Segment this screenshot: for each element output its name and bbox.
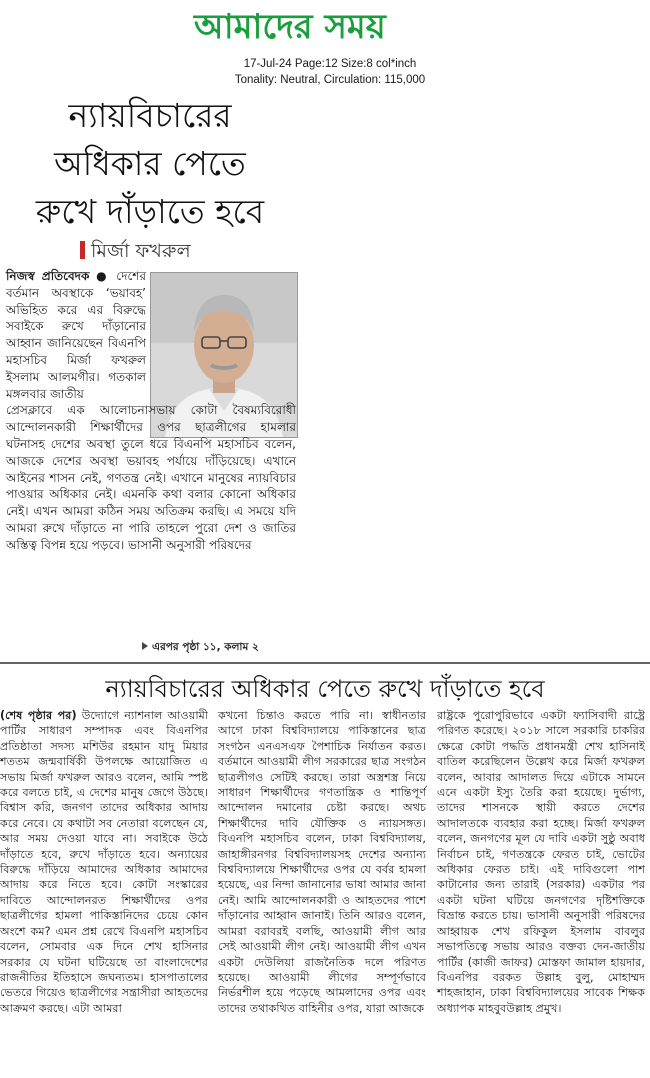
- continuation-headline: ন্যায়বিচারের অধিকার পেতে রুখে দাঁড়াতে হবে: [105, 675, 545, 703]
- lead-narrow-text: দেশের বর্তমান অবস্থাকে ‘ভয়াবহ’ অভিহিত করে এর বিরুদ্ধে সবাইকে রুখে দাঁড়ানোর আহ্বান জানিয়েছেন বিএনপি মহাসচিব মির্জা ফখরুল ইসলাম আলমগীর। গতকাল মঙ্গলবার জাতীয়: [6, 269, 146, 401]
- byline: [80, 238, 260, 264]
- masthead-logo: [190, 2, 465, 46]
- column-3-text: রাষ্ট্রকে পুরোপুরিভাবে একটা ফ্যাসিবাদী রাষ্ট্রে পরিণত করেছে। ২০১৮ সালে সরকারি চাকরির ক্ষেত্রে কোটা পদ্ধতি প্রধানমন্ত্রী শেখ হাসিনাই বাতিল করেছিলেন উল্লেখ করে মির্জা ফখরুল বলেন, আবার আদালত দিয়ে এটাকে সামনে এনে একটা ইস্যু তৈরি করা হয়েছে। দুর্ভাগ্য, তাদের শাসনকে স্থায়ী করতে দেশের আদালতকে ব্যবহার করা হচ্ছে। মির্জা ফখরুল বলেন, জনগণের মূল যে দাবি একটা সুষ্ঠু অবাধ নির্বাচন চাই, গণতন্ত্রকে ফেরত চাই, ভোটের অধিকার ফেরত চাই। এই দাবিগুলো পাশ কাটানোর জন্য তারাই (সরকার) একটার পর একটা ঘটনা ঘটিয়ে জনগণের দৃষ্টিশক্তিকে বিভ্রান্ত করতে চায়। ভাসানী অনুসারী পরিষদের আহ্বায়ক শেখ রফিকুল ইসলাম বাবলুর সভাপতিত্বে সভায় আরও বক্তব্য দেন-জাতীয় পার্টির (কাজী জাফর) মোস্তফা জামাল হায়দার, বিএনপির বরকত উল্লাহ বুলু, মোহাম্মদ শাহজাহান, ঢাকা বিশ্ববিদ্যালয়ের সাবেক শিক্ষক অধ্যাপক মাহবুবউল্লাহ প্রমুখ।: [437, 709, 645, 1015]
- headline: [0, 92, 300, 236]
- masthead-title: আমাদের সময়: [194, 7, 386, 46]
- reporter-label: নিজস্ব প্রতিবেদক: [6, 269, 90, 283]
- continued-note: [142, 640, 302, 656]
- column-1-label: (শেষ পৃষ্ঠার পর): [0, 709, 77, 722]
- byline-marker: [80, 241, 85, 259]
- column-2-text: কখনো চিন্তাও করতে পারি না। স্বাধীনতার আগে ঢাকা বিশ্ববিদ্যালয়ে পাকিস্তানের ছাত্র সংগঠন এনএসএফ পৈশাচিক নির্যাতন করত। বর্তমানে আওয়ামী লীগ সরকারের ছাত্র সংগঠন ছাত্রলীগও সেটিই করছে। তারা অস্ত্রশস্ত্র নিয়ে সাধারণ শিক্ষার্থীদের গণতান্ত্রিক ও শান্তিপূর্ণ আন্দোলন দমানোর চেষ্টা করছে। অথচ শিক্ষার্থীদের দাবি যৌক্তিক ও ন্যায়সঙ্গত। বিএনপি মহাসচিব বলেন, ঢাকা বিশ্ববিদ্যালয়, জাহাঙ্গীরনগর বিশ্ববিদ্যালয়সহ দেশের অন্যান্য বিশ্ববিদ্যালয়ে শিক্ষার্থীদের ওপর যে বর্বর হামলা হয়েছে, এর নিন্দা জানানোর ভাষা আমার জানা নেই। আমি আন্দোলনকারী ও আহতদের পাশে দাঁড়ানোর আহ্বান জানাই। তিনি আরও বলেন, আমরা বরাবরই বলছি, আওয়ামী লীগ আর সেই আওয়ামী লীগ নেই। আওয়ামী লীগ এখন একটা দেউলিয়া রাজনৈতিক দলে পরিণত হয়েছে। আওয়ামী লীগের সম্পূর্ণভাবে নির্ভরশীল হয়ে পড়েছে আমলাদের ওপর এবং তাদের তথাকথিত বাহিনীর ওপর, যারা আজকে: [218, 709, 426, 1015]
- clipping-tonality: Tonality: Neutral, Circulation: 115,000: [234, 74, 426, 86]
- byline-name: মির্জা ফখরুল: [91, 240, 191, 262]
- column-2: [218, 708, 426, 1016]
- newspaper-masthead: [190, 2, 465, 46]
- headline-line-1: ন্যায়বিচারের: [68, 96, 232, 135]
- arrow-right-icon: [142, 642, 148, 650]
- clipping-meta: [200, 56, 460, 88]
- section-divider: [0, 662, 650, 664]
- column-1: [0, 708, 208, 1016]
- continued-text: এরপর পৃষ্ঠা ১১, কলাম ২: [152, 641, 259, 653]
- clipping-date-page: 17-Jul-24 Page:12 Size:8 col*inch: [243, 58, 417, 70]
- headline-line-3: রুখে দাঁড়াতে হবে: [35, 192, 265, 231]
- column-3: [437, 708, 645, 1016]
- lead-article: নিজস্ব প্রতিবেদক ● দেশের বর্তমান অবস্থাকে ‘ভয়াবহ’ অভিহিত করে এর বিরুদ্ধে সবাইকে রুখে দাঁড়ানোর আহ্বান জানিয়েছেন বিএনপি মহাসচিব মির্জা ফখরুল ইসলাম আলমগীর। গতকাল মঙ্গলবার জাতীয় প্রেসক্লাবে এক আলোচনাসভায় কোটা বৈষম্যবিরোধী আন্দোলনকারী শিক্ষার্থীদের ওপর ছাত্রলীগের হামলার ঘটনাসহ দেশের অবস্থা তুলে ধরে বিএনপি মহাসচিব বলেন, আজকে দেশের অবস্থা ভয়াবহ পর্যায়ে দাঁড়িয়েছে। এখানে আইনের শাসন নেই, গণতন্ত্র নেই। এখানে মানুষের ন্যায়বিচার পাওয়ার অধিকার নেই। এমনকি কথা বলার কোনো অধিকার নেই। এখন আমরা কঠিন সময় অতিক্রম করছি। এ সময়ে যদি আমরা রুখে দাঁড়াতে না পারি তাহলে পুরো দেশ ও জাতির অস্তিত্ব বিপন্ন হয়ে পড়বে। ভাসানী অনুসারী পরিষদের: [6, 269, 296, 552]
- lead-wide-text: প্রেসক্লাবে এক আলোচনাসভায় কোটা বৈষম্যবিরোধী আন্দোলনকারী শিক্ষার্থীদের ওপর ছাত্রলীগের হামলার ঘটনাসহ দেশের অবস্থা তুলে ধরে বিএনপি মহাসচিব বলেন, আজকে দেশের অবস্থা ভয়াবহ পর্যায়ে দাঁড়িয়েছে। এখানে আইনের শাসন নেই, গণতন্ত্র নেই। এখানে মানুষের ন্যায়বিচার পাওয়ার অধিকার নেই। এমনকি কথা বলার কোনো অধিকার নেই। এখন আমরা কঠিন সময় অতিক্রম করছি। এ সময়ে যদি আমরা রুখে দাঁড়াতে না পারি তাহলে পুরো দেশ ও জাতির অস্তিত্ব বিপন্ন হয়ে পড়বে। ভাসানী অনুসারী পরিষদের: [6, 403, 296, 552]
- continuation-columns: [0, 708, 650, 1078]
- headline-line-2: অধিকার পেতে: [54, 144, 246, 183]
- column-1-text: উদ্যোগে ন্যাশনাল আওয়ামী পার্টির সাধারণ সম্পাদক এবং বিএনপির প্রতিষ্ঠাতা সদস্য মশিউর রহমান যাদু মিয়ার শততম জন্মবার্ষিকী উপলক্ষে আয়োজিত এ সভায় মির্জা ফখরুল আরও বলেন, আমি স্পষ্ট করে বলতে চাই, এ দেশের মানুষ জেগে উঠছে। বিশ্বাস করি, জনগণ তাদের অধিকার আদায় করে নেবে। যে কথাটা সব নেতারা বলেছেন যে, আর সময় দেওয়া যাবে না। সবাইকে উঠে দাঁড়াতে হবে, রুখে দাঁড়াতে হবে। অন্যায়ের বিরুদ্ধে দাঁড়িয়ে আমাদের অধিকার আমাদের আদায় করে নিতে হবে। কোটা সংস্কারের দাবিতে আন্দোলনরত শিক্ষার্থীদের ওপর ছাত্রলীগের হামলা পাকিস্তানিদের চেয়ে কোন অংশে কম? এমন প্রশ্ন রেখে বিএনপি মহাসচিব বলেন, সোমবার এক দিনে শেখ হাসিনার সরকার যে ঘটনা ঘটিয়েছে তা বাংলাদেশের রাজনীতির ইতিহাসে জঘন্যতম। হাসপাতালের ভেতরে গিয়েও ছাত্রলীগের সন্ত্রাসীরা আহতদের আক্রমণ করছে। এটা আমরা: [0, 709, 208, 1015]
